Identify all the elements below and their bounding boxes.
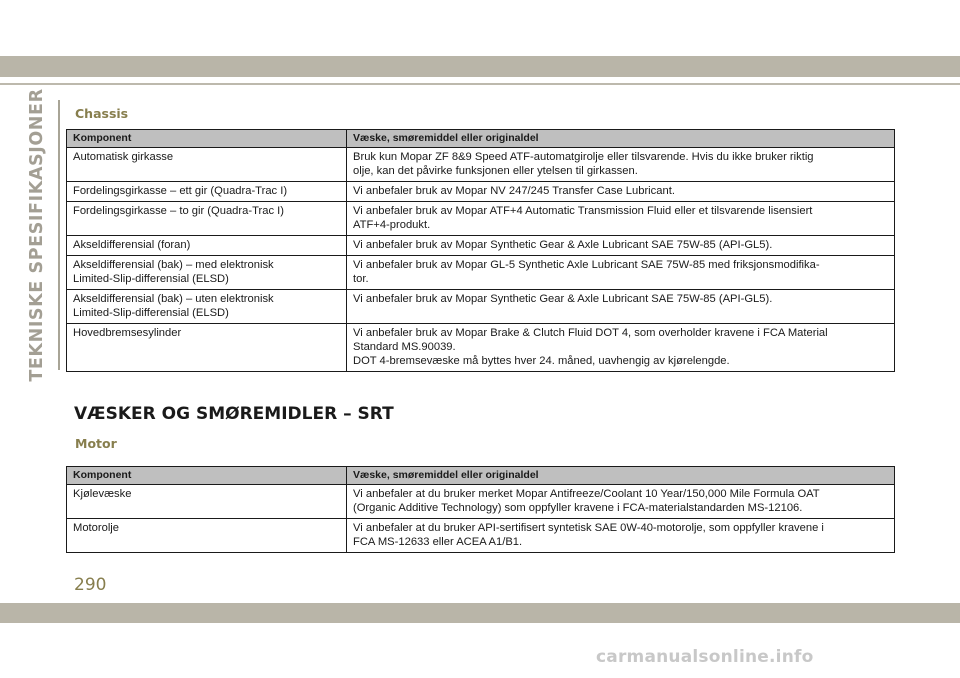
fluid-cell: Bruk kun Mopar ZF 8&9 Speed ATF-automatgirolje eller tilsvarende. Hvis du ikke bruker riktig olje, kan det påvirke funksjonen eller ytelsen til girkassen. — [347, 148, 895, 182]
component-cell: Kjølevæske — [67, 485, 347, 519]
component-cell: Akseldifferensial (foran) — [67, 236, 347, 256]
component-cell: Automatisk girkasse — [67, 148, 347, 182]
footer-band — [0, 603, 960, 623]
motor-heading: Motor — [75, 436, 117, 451]
fluid-cell: Vi anbefaler bruk av Mopar GL-5 Synthetic Axle Lubricant SAE 75W-85 med friksjonsmodifika- tor. — [347, 256, 895, 290]
component-cell: Akseldifferensial (bak) – uten elektronisk Limited-Slip-differensial (ELSD) — [67, 290, 347, 324]
fluid-cell: Vi anbefaler bruk av Mopar ATF+4 Automatic Transmission Fluid eller et tilsvarende lisensiert ATF+4-produkt. — [347, 202, 895, 236]
table-row — [67, 202, 895, 236]
header-rule — [0, 83, 960, 85]
chassis-heading: Chassis — [75, 106, 129, 121]
table-header-row — [67, 467, 895, 485]
table-row — [67, 182, 895, 202]
side-rule — [58, 100, 60, 370]
table-row — [67, 485, 895, 519]
table-row — [67, 519, 895, 553]
table-header-row — [67, 130, 895, 148]
column-header-fluid: Væske, smøremiddel eller originaldel — [347, 130, 895, 148]
header-band — [0, 56, 960, 77]
component-cell: Fordelingsgirkasse – ett gir (Quadra-Trac I) — [67, 182, 347, 202]
fluid-cell: Vi anbefaler at du bruker merket Mopar Antifreeze/Coolant 10 Year/150,000 Mile Formula OAT (Organic Additive Technology) som oppfyller kravene i FCA-materialstandarden MS-12106. — [347, 485, 895, 519]
component-cell: Akseldifferensial (bak) – med elektronisk Limited-Slip-differensial (ELSD) — [67, 256, 347, 290]
fluid-cell: Vi anbefaler bruk av Mopar Synthetic Gear & Axle Lubricant SAE 75W-85 (API-GL5). — [347, 236, 895, 256]
column-header-component: Komponent — [67, 130, 347, 148]
fluid-cell: Vi anbefaler at du bruker API-sertifisert syntetisk SAE 0W-40-motorolje, som oppfyller kravene i FCA MS-12633 eller ACEA A1/B1. — [347, 519, 895, 553]
component-cell: Hovedbremsesylinder — [67, 324, 347, 372]
table-row — [67, 148, 895, 182]
side-section-title — [24, 88, 50, 382]
table-row — [67, 256, 895, 290]
table-row — [67, 236, 895, 256]
page-number: 290 — [74, 575, 107, 595]
table-row — [67, 290, 895, 324]
column-header-fluid: Væske, smøremiddel eller originaldel — [347, 467, 895, 485]
side-title-text: TEKNISKE SPESIFIKASJONER — [27, 88, 47, 382]
component-cell: Fordelingsgirkasse – to gir (Quadra-Trac I) — [67, 202, 347, 236]
watermark: carmanualsonline.info — [596, 647, 814, 667]
fluid-cell: Vi anbefaler bruk av Mopar NV 247/245 Transfer Case Lubricant. — [347, 182, 895, 202]
motor-table — [66, 466, 895, 553]
section-title: VÆSKER OG SMØREMIDLER – SRT — [74, 404, 394, 424]
component-cell: Motorolje — [67, 519, 347, 553]
fluid-cell: Vi anbefaler bruk av Mopar Synthetic Gear & Axle Lubricant SAE 75W-85 (API-GL5). — [347, 290, 895, 324]
chassis-table — [66, 129, 895, 372]
table-row — [67, 324, 895, 372]
column-header-component: Komponent — [67, 467, 347, 485]
fluid-cell: Vi anbefaler bruk av Mopar Brake & Clutch Fluid DOT 4, som overholder kravene i FCA Material Standard MS.90039. DOT 4-bremsevæske må byttes hver 24. måned, uavhengig av kjørelengde. — [347, 324, 895, 372]
